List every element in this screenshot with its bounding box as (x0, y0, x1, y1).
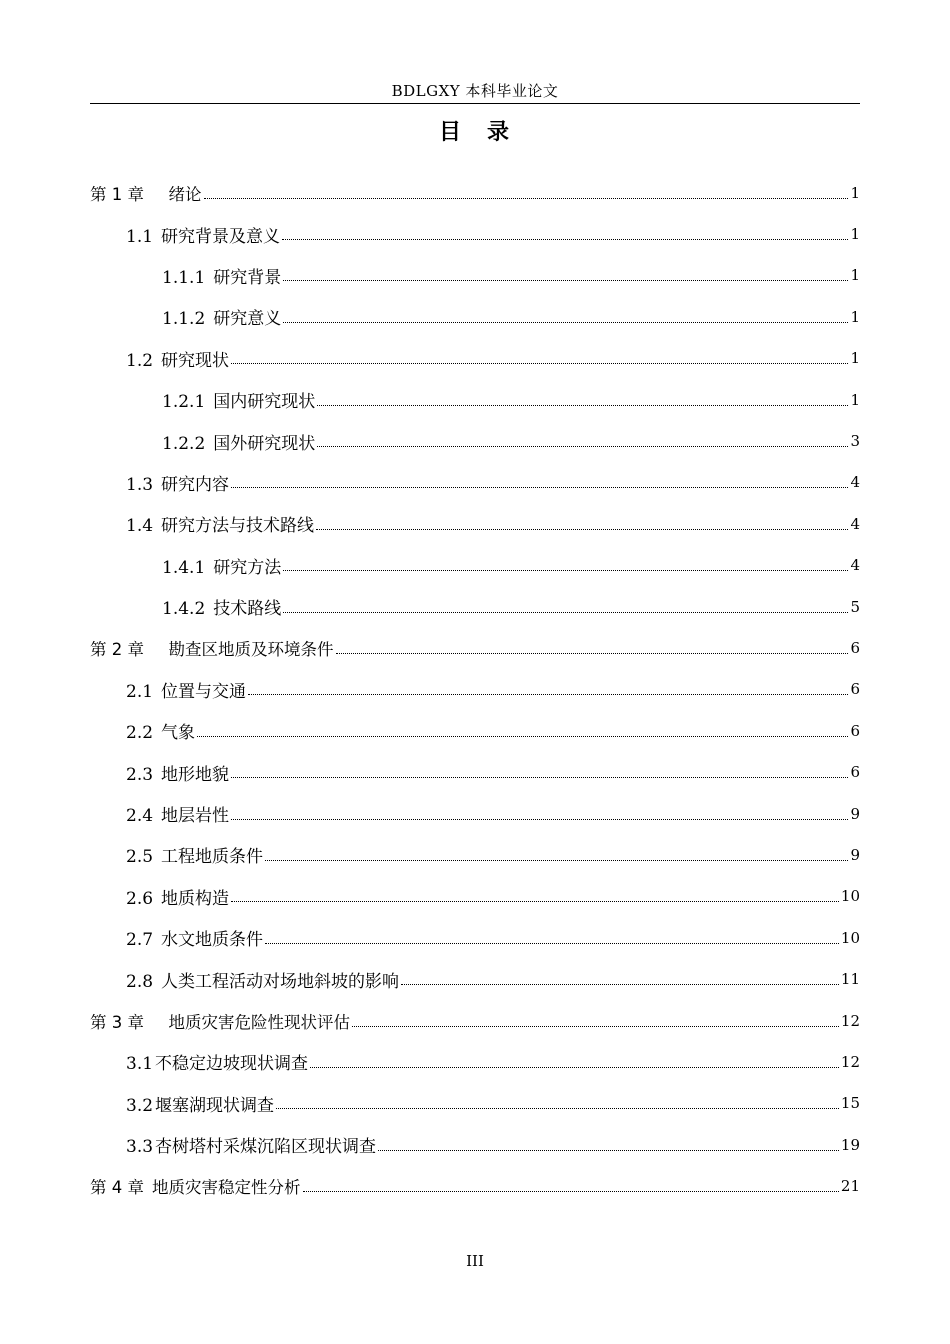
toc-entry-page: 6 (850, 721, 860, 740)
toc-entry-title: 研究方法 (213, 557, 282, 578)
toc-entry[interactable] (0, 751, 950, 792)
toc-entry-number: 1.1.2 (162, 309, 206, 330)
toc-entry-number: 1.4.1 (162, 557, 206, 578)
toc-entry-title: 国内研究现状 (213, 392, 316, 413)
toc-title: 目 录 (438, 120, 511, 145)
toc-entry[interactable] (0, 793, 950, 834)
toc-entry-title: 研究背景及意义 (161, 226, 281, 247)
dot-leader (317, 445, 848, 447)
toc-entry-page: 21 (840, 1177, 860, 1196)
toc-entry-title: 不稳定边坡现状调查 (155, 1054, 309, 1075)
toc-entry[interactable] (0, 420, 950, 461)
dot-leader (231, 486, 848, 488)
toc-entry-page: 1 (850, 390, 860, 409)
toc-entry-number: 2.2 (126, 723, 154, 744)
dot-leader (231, 776, 848, 778)
dot-leader (282, 238, 848, 240)
toc-entry-number: 第 2 章 (90, 639, 144, 659)
toc-entry[interactable] (0, 669, 950, 710)
toc-entry-number: 2.8 (126, 971, 154, 992)
toc-entry-label (162, 594, 282, 619)
toc-entry[interactable] (0, 958, 950, 999)
toc-entry-number: 2.1 (126, 681, 154, 702)
toc-entry-label (126, 925, 264, 950)
toc-entry-page: 4 (850, 556, 860, 575)
toc-entry-title: 技术路线 (213, 599, 282, 620)
toc-entry-page: 11 (840, 970, 860, 989)
toc-entry-page: 12 (840, 1011, 860, 1030)
toc-entry-title: 地质构造 (161, 888, 230, 909)
dot-leader (401, 983, 839, 985)
toc-entry[interactable] (0, 586, 950, 627)
toc-entry-label (90, 181, 203, 205)
dot-leader (352, 1025, 839, 1027)
dot-leader (378, 1149, 839, 1151)
toc-entry[interactable] (0, 1165, 950, 1206)
header-rule (90, 103, 860, 104)
toc-entry[interactable] (0, 1000, 950, 1041)
dot-leader (317, 404, 848, 406)
toc-entry[interactable] (0, 834, 950, 875)
toc-entry-number: 1.3 (126, 474, 154, 495)
toc-entry-title: 气象 (161, 723, 196, 744)
toc-entry-title: 地质灾害稳定性分析 (152, 1178, 301, 1198)
toc-entry-title: 研究意义 (213, 309, 282, 330)
toc-entry[interactable] (0, 545, 950, 586)
toc-entry-page: 4 (850, 514, 860, 533)
toc-entry-label (162, 263, 282, 288)
toc-entry-label (162, 304, 282, 329)
toc-entry-number: 3.3 (126, 1137, 154, 1158)
dot-leader (303, 1190, 839, 1192)
toc-entry-number: 3.2 (126, 1095, 154, 1116)
toc-entry-page: 6 (850, 680, 860, 699)
running-header: BDLGXY 本科毕业论文 (391, 82, 559, 100)
page-number: III (466, 1252, 484, 1270)
toc-entry-number: 第 1 章 (90, 184, 144, 204)
toc-entry-number: 2.7 (126, 930, 154, 951)
toc-entry[interactable] (0, 1124, 950, 1165)
toc-entry-page: 10 (840, 887, 860, 906)
dot-leader (283, 321, 848, 323)
toc-entry-title: 国外研究现状 (213, 433, 316, 454)
toc-entry-title: 研究内容 (161, 474, 230, 495)
toc-entry-label (126, 801, 230, 826)
toc-entry-page: 10 (840, 928, 860, 947)
toc-entry-title: 工程地质条件 (161, 847, 264, 868)
toc-entry-label (90, 1009, 351, 1033)
toc-entry-number: 1.4.2 (162, 599, 206, 620)
toc-entry-title: 杏树塔村采煤沉陷区现状调查 (155, 1137, 377, 1158)
dot-leader (310, 1066, 839, 1068)
dot-leader (248, 693, 848, 695)
toc-entry-page: 1 (850, 349, 860, 368)
dot-leader (265, 859, 848, 861)
dot-leader (231, 362, 848, 364)
toc-entry[interactable] (0, 462, 950, 503)
toc-entry-page: 12 (840, 1052, 860, 1071)
toc-entry-title: 研究现状 (161, 350, 230, 371)
toc-entry-page: 3 (850, 432, 860, 451)
toc-entry[interactable] (0, 917, 950, 958)
toc-entry-title: 水文地质条件 (161, 930, 264, 951)
toc-entry-page: 4 (850, 473, 860, 492)
toc-entry-title: 地层岩性 (161, 806, 230, 827)
toc-entry-page: 19 (840, 1135, 860, 1154)
dot-leader (265, 942, 839, 944)
dot-leader (231, 818, 848, 820)
toc-entry-title: 研究背景 (213, 267, 282, 288)
dot-leader (204, 197, 849, 199)
toc-entry[interactable] (0, 1083, 950, 1124)
toc-entry-page: 15 (840, 1094, 860, 1113)
dot-leader (197, 735, 848, 737)
toc-entry-label (126, 1049, 309, 1074)
toc-entry-title: 地质灾害危险性现状评估 (152, 1012, 350, 1032)
toc-entry[interactable] (0, 627, 950, 668)
toc-entry-page: 9 (850, 804, 860, 823)
toc-entry-number: 1.1.1 (162, 267, 206, 288)
toc-entry-title: 位置与交通 (161, 681, 247, 702)
toc-entry[interactable] (0, 710, 950, 751)
dot-leader (276, 1107, 839, 1109)
toc-entry-number: 1.2.2 (162, 433, 206, 454)
toc-entry-page: 5 (850, 597, 860, 616)
toc-entry-number: 2.3 (126, 764, 154, 785)
toc-entry-label (126, 967, 400, 992)
toc-entry[interactable] (0, 255, 950, 296)
toc-entry-label (126, 718, 196, 743)
toc-entry[interactable] (0, 876, 950, 917)
toc-entry[interactable] (0, 379, 950, 420)
toc-entry-label (162, 429, 316, 454)
toc-entry-title: 绪论 (152, 184, 202, 204)
toc-entry-number: 1.2 (126, 350, 154, 371)
toc-entry-number: 3.1 (126, 1054, 154, 1075)
toc-entry-page: 9 (850, 845, 860, 864)
toc-entry[interactable] (0, 213, 950, 254)
toc-entry-label (126, 511, 315, 536)
dot-leader (336, 652, 849, 654)
toc-entry-label (126, 222, 281, 247)
toc-entry-title: 人类工程活动对场地斜坡的影响 (161, 971, 400, 992)
toc-entry-number: 第 4 章 (90, 1178, 144, 1198)
toc-entry-label (126, 346, 230, 371)
toc-entry-page: 1 (850, 266, 860, 285)
toc-entry-page: 6 (850, 638, 860, 657)
toc-entry[interactable] (0, 503, 950, 544)
toc-entry[interactable] (0, 338, 950, 379)
toc-entry-label (126, 1091, 275, 1116)
toc-entry-label (126, 1132, 377, 1157)
toc-entry-label (90, 636, 335, 660)
dot-leader (283, 611, 848, 613)
toc-entry-title: 勘查区地质及环境条件 (152, 639, 334, 659)
dot-leader (231, 900, 839, 902)
dot-leader (316, 528, 848, 530)
dot-leader (283, 279, 848, 281)
toc-entry-label (126, 470, 230, 495)
toc-entry-number: 第 3 章 (90, 1012, 144, 1032)
toc-entry[interactable] (0, 296, 950, 337)
toc-entry-title: 地形地貌 (161, 764, 230, 785)
toc-entry-number: 2.6 (126, 888, 154, 909)
toc-entry-title: 堰塞湖现状调查 (155, 1095, 275, 1116)
toc-entry-number: 2.5 (126, 847, 154, 868)
table-of-contents (0, 172, 950, 1207)
toc-entry[interactable] (0, 1041, 950, 1082)
toc-entry-label (126, 760, 230, 785)
toc-entry-label (126, 884, 230, 909)
toc-entry[interactable] (0, 172, 950, 213)
toc-entry-page: 1 (850, 307, 860, 326)
toc-entry-page: 1 (850, 183, 860, 202)
toc-entry-label (90, 1174, 302, 1198)
toc-entry-label (162, 387, 316, 412)
dot-leader (283, 569, 848, 571)
toc-entry-number: 1.4 (126, 516, 154, 537)
toc-entry-number: 2.4 (126, 806, 154, 827)
toc-entry-page: 6 (850, 763, 860, 782)
toc-entry-label (126, 677, 247, 702)
toc-entry-number: 1.2.1 (162, 392, 206, 413)
toc-entry-label (162, 553, 282, 578)
toc-entry-label (126, 842, 264, 867)
toc-entry-number: 1.1 (126, 226, 154, 247)
toc-entry-title: 研究方法与技术路线 (161, 516, 315, 537)
toc-entry-page: 1 (850, 225, 860, 244)
